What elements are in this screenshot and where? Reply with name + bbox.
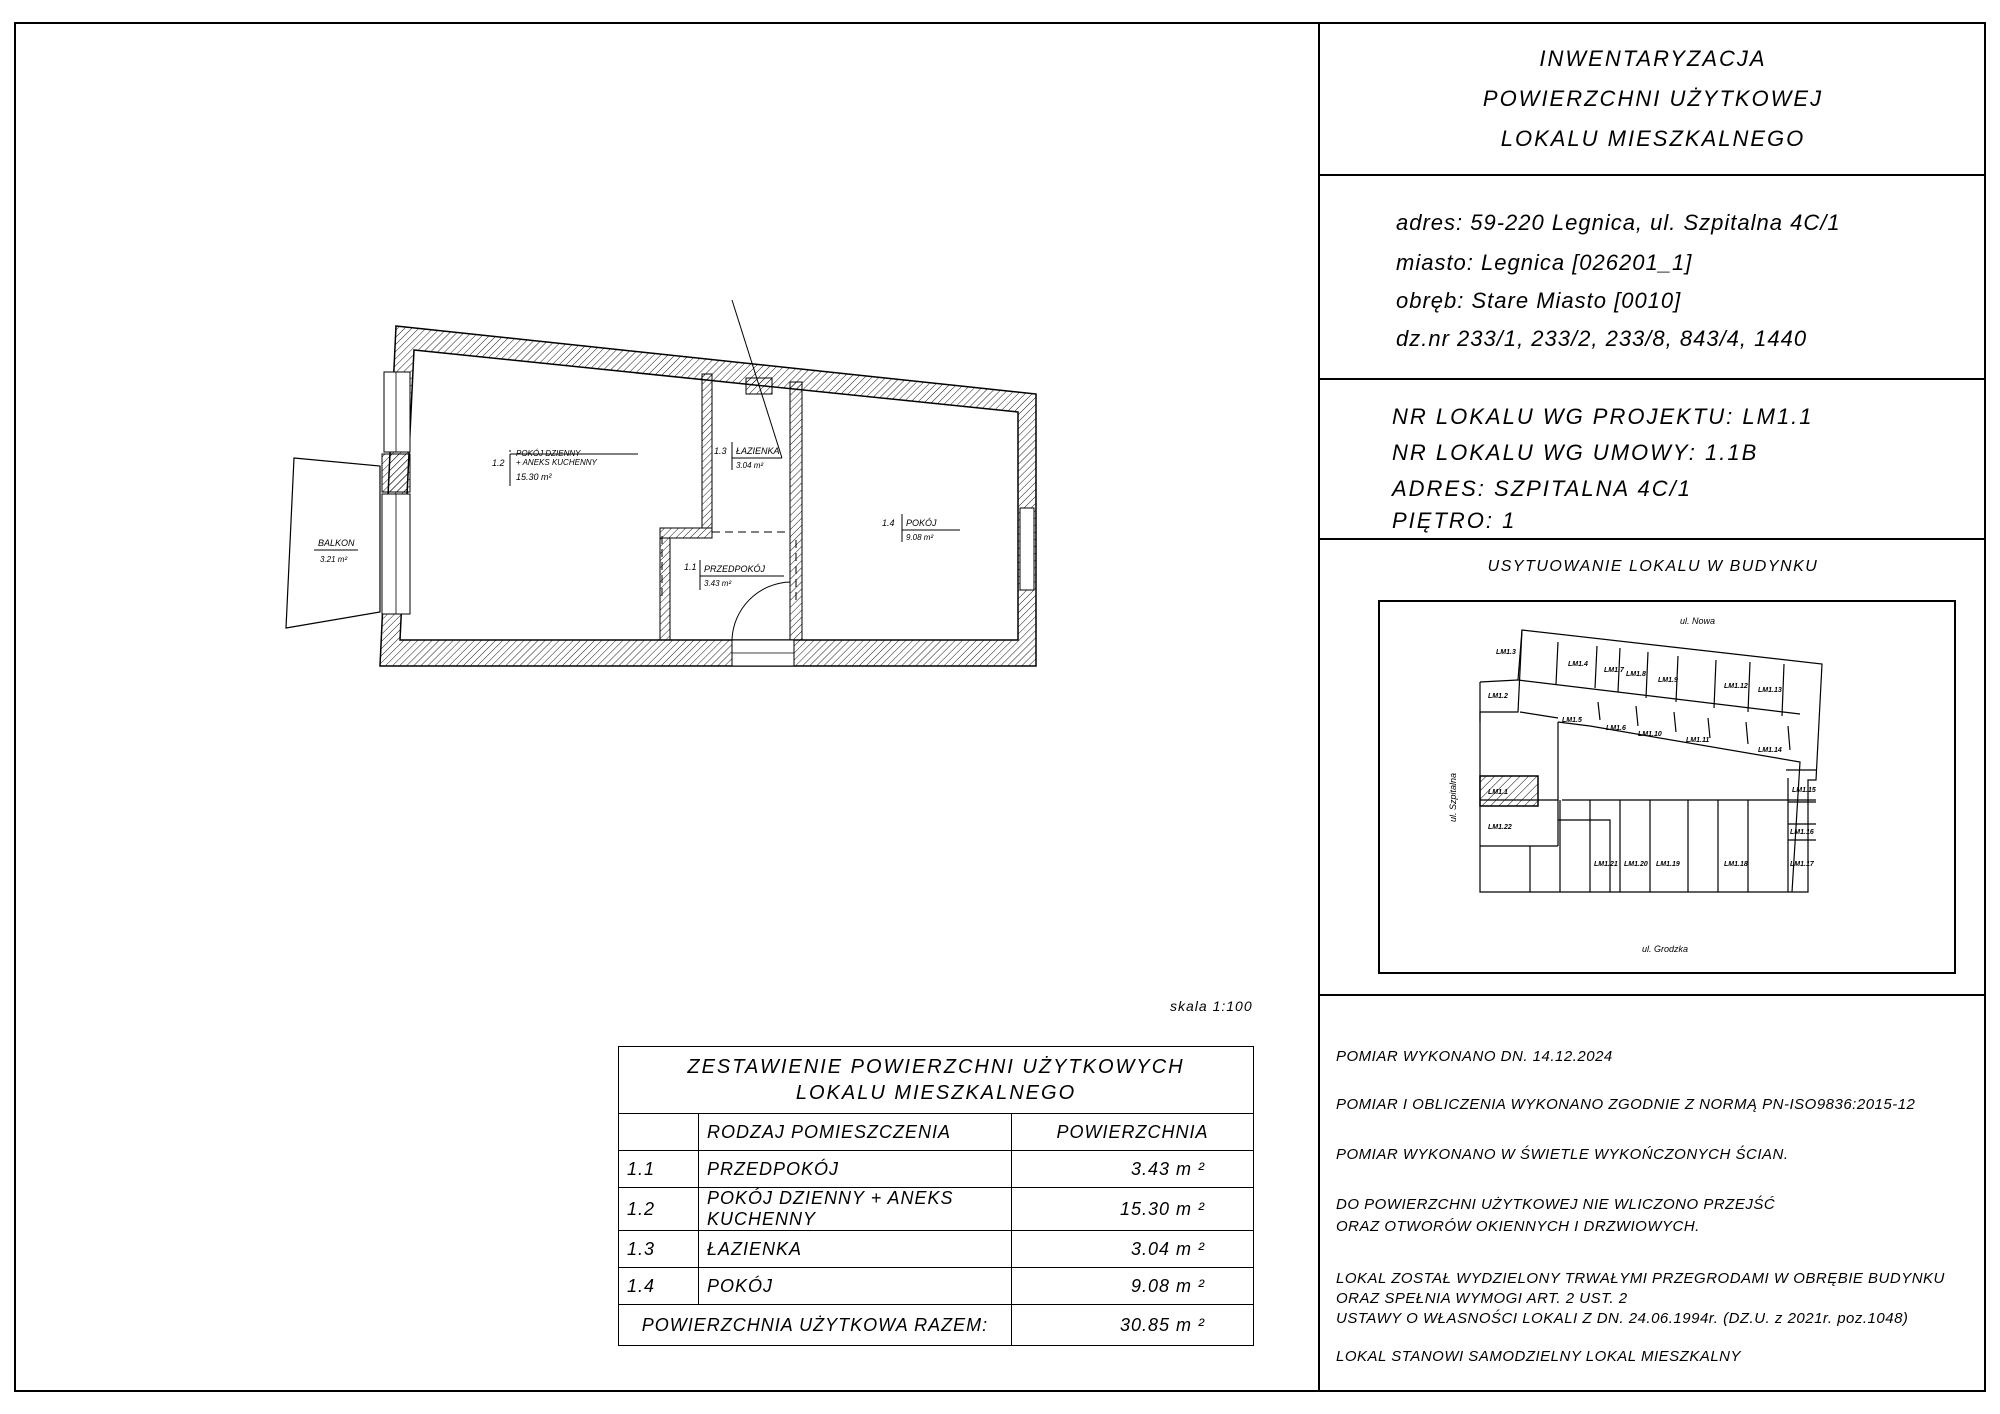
site-unit-label-lm112: LM1.12	[1724, 683, 1748, 690]
table-caption-line-1: ZESTAWIENIE POWIERZCHNI UŻYTKOWYCH	[687, 1056, 1185, 1078]
table-row	[619, 1231, 1254, 1268]
table-row	[619, 1268, 1254, 1305]
row-name: ŁAZIENKA	[699, 1231, 1012, 1268]
svg-text:1.1: 1.1	[684, 562, 697, 572]
row-area: 3.04 m ²	[1011, 1231, 1253, 1268]
svg-text:9.08 m²: 9.08 m²	[906, 533, 934, 542]
svg-text:+ ANEKS KUCHENNY: + ANEKS KUCHENNY	[516, 458, 597, 467]
title-block-divider	[1318, 22, 1320, 1392]
street-label-south: ul. Grodzka	[1642, 944, 1689, 954]
note-independent-unit: LOKAL STANOWI SAMODZIELNY LOKAL MIESZKALNY	[1336, 1348, 1742, 1365]
site-unit-label-lm113: LM1.13	[1758, 687, 1782, 694]
floor-plan	[270, 300, 1070, 690]
site-unit-label-lm118: LM1.18	[1724, 861, 1748, 868]
location-title: USYTUOWANIE LOKALU W BUDYNKU	[1487, 558, 1819, 575]
site-unit-label-lm13: LM1.3	[1496, 649, 1516, 656]
table-caption-line-2: LOKALU MIESZKALNEGO	[795, 1082, 1077, 1104]
row-id: 1.2	[619, 1188, 699, 1231]
site-unit-label-lm17: LM1.7	[1604, 667, 1624, 674]
svg-text:PRZEDPOKÓJ: PRZEDPOKÓJ	[704, 564, 766, 574]
svg-text:1.3: 1.3	[714, 446, 727, 456]
street-label-north: ul. Nowa	[1680, 616, 1716, 626]
site-unit-label-lm114: LM1.14	[1758, 747, 1782, 754]
divider-location	[1318, 994, 1986, 996]
site-unit-label-lm116: LM1.16	[1790, 829, 1814, 836]
table-row	[619, 1151, 1254, 1188]
address-line: adres: 59-220 Legnica, ul. Szpitalna 4C/1	[1396, 210, 1841, 235]
unit-floor: PIĘTRO: 1	[1392, 508, 1517, 533]
site-unit-label-lm19: LM1.9	[1658, 677, 1678, 684]
site-unit-label-lm115: LM1.15	[1792, 787, 1816, 794]
svg-text:BALKON: BALKON	[318, 538, 355, 548]
site-unit-label-lm12: LM1.2	[1488, 693, 1508, 700]
note-legal-2: ORAZ SPEŁNIA WYMOGI ART. 2 UST. 2	[1336, 1290, 1628, 1307]
site-map-svg	[1380, 602, 1954, 972]
row-name: PRZEDPOKÓJ	[699, 1151, 1012, 1188]
title-line-2: POWIERZCHNI UŻYTKOWEJ	[1482, 86, 1824, 111]
site-unit-label-lm16: LM1.6	[1606, 725, 1626, 732]
room-label-1-1	[684, 560, 784, 590]
header-room-type: RODZAJ POMIESZCZENIA	[699, 1114, 1012, 1151]
room-label-1-4	[882, 514, 960, 542]
site-unit-label-lm14: LM1.4	[1568, 661, 1588, 668]
divider-address	[1318, 378, 1986, 380]
svg-text:POKÓJ: POKÓJ	[906, 518, 937, 528]
svg-text:3.43 m²: 3.43 m²	[704, 579, 732, 588]
row-name: POKÓJ DZIENNY + ANEKS KUCHENNY	[699, 1188, 1012, 1231]
area-summary-table	[618, 1046, 1254, 1346]
row-area: 15.30 m ²	[1011, 1188, 1253, 1231]
row-id: 1.3	[619, 1231, 699, 1268]
svg-text:1.4: 1.4	[882, 518, 895, 528]
door-swing	[732, 582, 790, 640]
note-measurement-date: POMIAR WYKONANO DN. 14.12.2024	[1336, 1048, 1613, 1065]
site-unit-label-lm18: LM1.8	[1626, 671, 1646, 678]
parcel-line: dz.nr 233/1, 233/2, 233/8, 843/4, 1440	[1396, 326, 1808, 351]
unit-contract-number: NR LOKALU WG UMOWY: 1.1B	[1392, 440, 1759, 465]
site-unit-label-lm11: LM1.1	[1488, 789, 1508, 796]
svg-text:15.30 m²: 15.30 m²	[516, 472, 552, 482]
row-area: 9.08 m ²	[1011, 1268, 1253, 1305]
scale-label: skala 1:100	[1170, 998, 1253, 1014]
site-unit-label-lm111: LM1.11	[1686, 737, 1710, 744]
row-id: 1.4	[619, 1268, 699, 1305]
header-area: POWIERZCHNIA	[1011, 1114, 1253, 1151]
note-exclusions-2: ORAZ OTWORÓW OKIENNYCH I DRZWIOWYCH.	[1336, 1218, 1700, 1235]
site-unit-label-lm110: LM1.10	[1638, 731, 1662, 738]
site-unit-label-lm120: LM1.20	[1624, 861, 1648, 868]
site-unit-label-lm117: LM1.17	[1790, 861, 1814, 868]
street-label-west: ul. Szpitalna	[1448, 772, 1458, 822]
room-label-1-2	[492, 449, 638, 486]
row-id: 1.1	[619, 1151, 699, 1188]
svg-text:ŁAZIENKA: ŁAZIENKA	[736, 446, 780, 456]
table-total-row	[619, 1305, 1254, 1346]
svg-text:1.2: 1.2	[492, 458, 505, 468]
city-line: miasto: Legnica [026201_1]	[1396, 250, 1693, 275]
row-area: 3.43 m ²	[1011, 1151, 1253, 1188]
note-standard: POMIAR I OBLICZENIA WYKONANO ZGODNIE Z NORMĄ PN-ISO9836:2015-12	[1336, 1096, 1916, 1113]
total-label: POWIERZCHNIA UŻYTKOWA RAZEM:	[619, 1305, 1012, 1346]
balcony-label	[314, 538, 358, 564]
site-unit-label-lm119: LM1.19	[1656, 861, 1680, 868]
site-unit-label-lm121: LM1.21	[1594, 861, 1618, 868]
note-finished-walls: POMIAR WYKONANO W ŚWIETLE WYKOŃCZONYCH ŚCIAN.	[1336, 1146, 1789, 1163]
table-header-row	[619, 1114, 1254, 1151]
unit-project-number: NR LOKALU WG PROJEKTU: LM1.1	[1392, 404, 1814, 429]
table-caption	[619, 1047, 1254, 1114]
row-name: POKÓJ	[699, 1268, 1012, 1305]
table-row	[619, 1188, 1254, 1231]
svg-text:POKÓJ DZIENNY: POKÓJ DZIENNY	[516, 449, 581, 458]
note-legal-3: USTAWY O WŁASNOŚCI LOKALI Z DN. 24.06.1994r. (DZ.U. z 2021r. poz.1048)	[1336, 1310, 1909, 1327]
site-unit-label-lm122: LM1.22	[1488, 824, 1512, 831]
total-area: 30.85 m ²	[1011, 1305, 1253, 1346]
precinct-line: obręb: Stare Miasto [0010]	[1396, 288, 1682, 313]
site-location-map	[1378, 600, 1956, 974]
divider-unit	[1318, 538, 1986, 540]
title-line-1: INWENTARYZACJA	[1539, 46, 1767, 71]
site-unit-label-lm15: LM1.5	[1562, 717, 1582, 724]
svg-text:3.21 m²: 3.21 m²	[320, 555, 348, 564]
note-exclusions-1: DO POWIERZCHNI UŻYTKOWEJ NIE WLICZONO PRZEJŚĆ	[1336, 1196, 1776, 1213]
svg-text:3.04 m²: 3.04 m²	[736, 461, 764, 470]
divider-title	[1318, 174, 1986, 176]
title-line-3: LOKALU MIESZKALNEGO	[1500, 126, 1806, 151]
note-legal-1: LOKAL ZOSTAŁ WYDZIELONY TRWAŁYMI PRZEGRODAMI W OBRĘBIE BUDYNKU	[1336, 1270, 1945, 1287]
unit-address: ADRES: SZPITALNA 4C/1	[1392, 476, 1692, 501]
